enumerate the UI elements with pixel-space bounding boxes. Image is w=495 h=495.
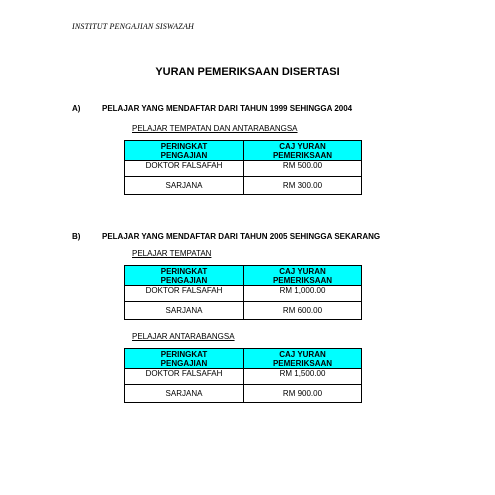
level-cell: SARJANA <box>125 177 244 195</box>
level-cell: SARJANA <box>125 302 244 320</box>
fee-cell: RM 1,500.00 <box>244 369 362 385</box>
fee-cell: RM 1,000.00 <box>244 286 362 302</box>
section-a-subtitle: PELAJAR TEMPATAN DAN ANTARABANGSA <box>132 124 298 133</box>
column-header-level <box>125 349 244 369</box>
table-row <box>125 302 362 320</box>
column-header-level-text: PERINGKAT PENGAJIAN <box>160 349 208 368</box>
level-cell: DOKTOR FALSAFAH <box>125 161 244 177</box>
section-b-subtitle-international: PELAJAR ANTARABANGSA <box>132 332 235 341</box>
section-b-heading: PELAJAR YANG MENDAFTAR DARI TAHUN 2005 SEHINGGA SEKARANG <box>102 232 381 241</box>
fee-cell: RM 300.00 <box>244 177 362 195</box>
column-header-level <box>125 266 244 286</box>
section-a-label: A) <box>72 104 81 113</box>
fee-table-b-local <box>124 265 362 320</box>
column-header-level-text: PERINGKAT PENGAJIAN <box>160 141 208 160</box>
level-cell: DOKTOR FALSAFAH <box>125 369 244 385</box>
institution-header: INSTITUT PENGAJIAN SISWAZAH <box>72 22 195 31</box>
section-b-subtitle-local: PELAJAR TEMPATAN <box>132 249 212 258</box>
column-header-fee-text: CAJ YURAN PEMERIKSAAN <box>272 266 333 285</box>
column-header-fee <box>244 266 362 286</box>
fee-cell: RM 900.00 <box>244 385 362 403</box>
document-title: YURAN PEMERIKSAAN DISERTASI <box>155 66 340 78</box>
column-header-level <box>125 141 244 161</box>
fee-table-a <box>124 140 362 195</box>
fee-cell: RM 500.00 <box>244 161 362 177</box>
fee-cell: RM 600.00 <box>244 302 362 320</box>
table-row <box>125 369 362 385</box>
fee-table-b-international <box>124 348 362 403</box>
column-header-fee <box>244 141 362 161</box>
table-row <box>125 385 362 403</box>
column-header-fee-text: CAJ YURAN PEMERIKSAAN <box>272 349 333 368</box>
column-header-fee <box>244 349 362 369</box>
table-row <box>125 286 362 302</box>
section-a-heading: PELAJAR YANG MENDAFTAR DARI TAHUN 1999 SEHINGGA 2004 <box>102 104 353 113</box>
level-cell: SARJANA <box>125 385 244 403</box>
table-row <box>125 161 362 177</box>
level-cell: DOKTOR FALSAFAH <box>125 286 244 302</box>
section-b-label: B) <box>72 232 81 241</box>
table-row <box>125 177 362 195</box>
column-header-level-text: PERINGKAT PENGAJIAN <box>160 266 208 285</box>
column-header-fee-text: CAJ YURAN PEMERIKSAAN <box>272 141 333 160</box>
